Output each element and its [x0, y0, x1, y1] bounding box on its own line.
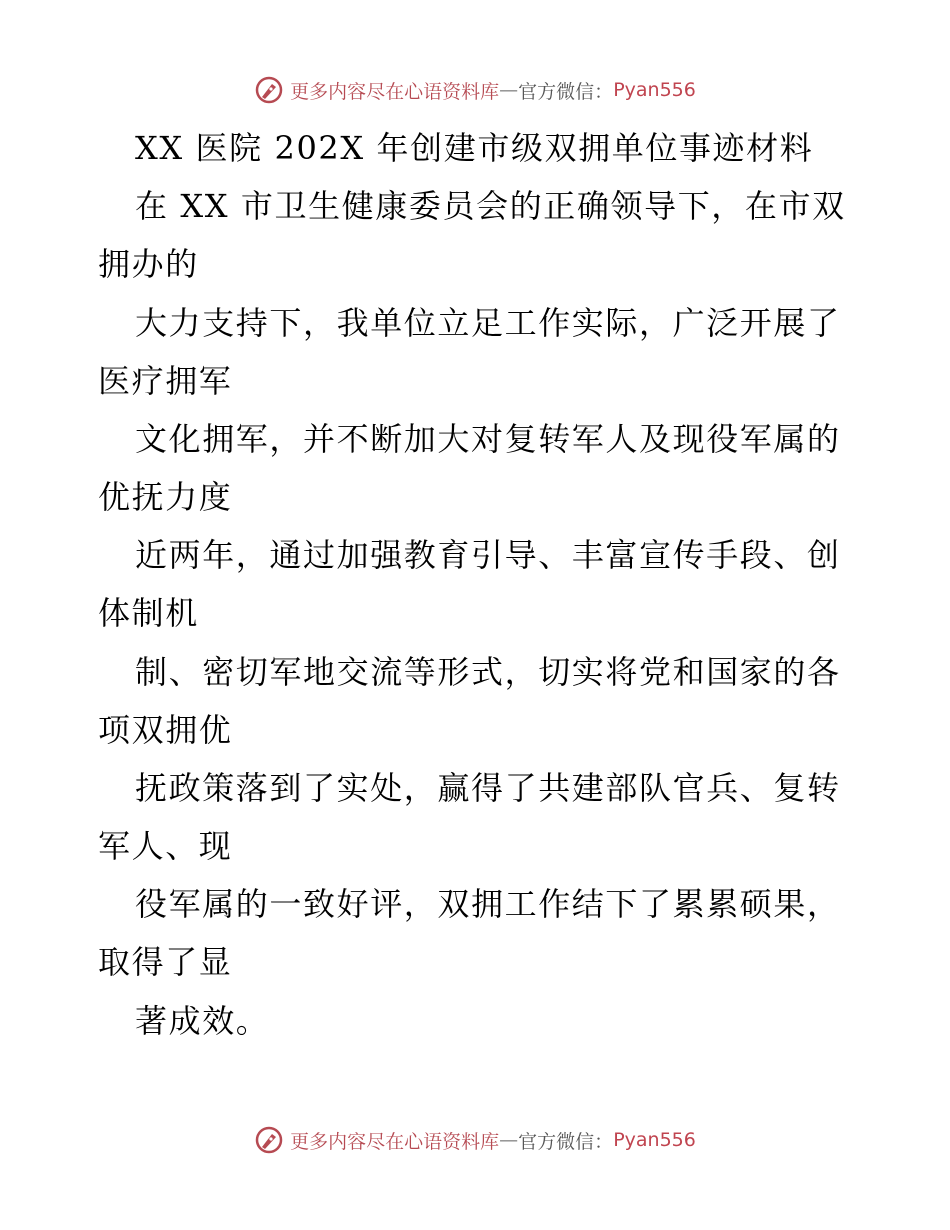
watermark-dash: — [499, 79, 519, 101]
paragraph-line: 役军属的一致好评，双拥工作结下了累累硕果， [135, 885, 841, 923]
watermark-wechat-label: 官方微信： [518, 1130, 614, 1153]
paragraph-line: 在 XX 市卫生健康委员会的正确领导下，在市双 [135, 187, 846, 225]
paragraph-line: 著成效。 [135, 1002, 270, 1040]
paragraph-line: 医疗拥军 [98, 362, 233, 400]
paragraph-line: 项双拥优 [98, 711, 233, 749]
watermark-wechat-label: 官方微信： [518, 80, 614, 103]
watermark-main-text: 更多内容尽在心语资料库 [290, 80, 500, 103]
watermark-wechat-id: Pyan556 [613, 1129, 696, 1151]
watermark-wechat-id: Pyan556 [613, 79, 696, 101]
paragraph-line: 近两年，通过加强教育引导、丰富宣传手段、创 [135, 536, 841, 574]
pen-nib-circle-icon [254, 75, 284, 105]
paragraph-line: 军人、现 [98, 827, 233, 865]
paragraph-line: 抚政策落到了实处，赢得了共建部队官兵、复转 [135, 769, 841, 807]
header-watermark [0, 70, 950, 110]
paragraph-line: 拥办的 [98, 245, 199, 283]
paragraph-line: 制、密切军地交流等形式，切实将党和国家的各 [135, 653, 841, 691]
paragraph-line: 体制机 [98, 594, 199, 632]
document-title: XX 医院 202X 年创建市级双拥单位事迹材料 [135, 129, 814, 167]
paragraph-line: 取得了显 [98, 943, 233, 981]
paragraph-line: 大力支持下，我单位立足工作实际，广泛开展了 [135, 304, 841, 342]
pen-nib-circle-icon [254, 1125, 284, 1155]
watermark-dash: — [499, 1129, 519, 1151]
paragraph-line: 优抚力度 [98, 478, 233, 516]
paragraph-line: 文化拥军，并不断加大对复转军人及现役军属的 [135, 420, 841, 458]
footer-watermark [0, 1120, 950, 1160]
watermark-main-text: 更多内容尽在心语资料库 [290, 1130, 500, 1153]
